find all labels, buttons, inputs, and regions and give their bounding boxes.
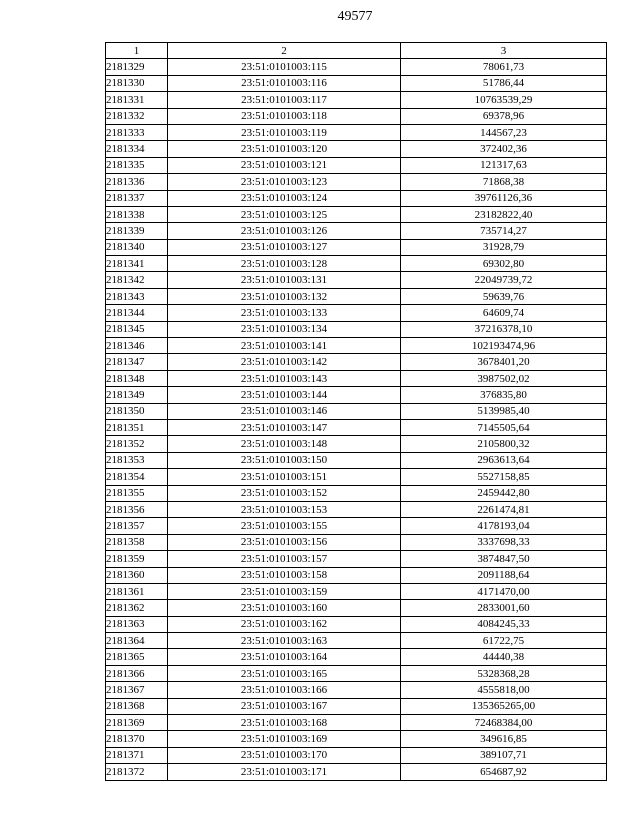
row-number-cell: 2181360 (106, 567, 168, 583)
row-number-cell: 2181359 (106, 551, 168, 567)
table-row (106, 305, 607, 321)
row-number-cell: 2181333 (106, 124, 168, 140)
cadastral-number-cell: 23:51:0101003:118 (168, 108, 401, 124)
cadastral-number-cell: 23:51:0101003:168 (168, 715, 401, 731)
value-cell: 59639,76 (401, 288, 607, 304)
table-row (106, 665, 607, 681)
cadastral-number-cell: 23:51:0101003:119 (168, 124, 401, 140)
table-row (106, 551, 607, 567)
column-header-3: 3 (401, 43, 607, 59)
cadastral-number-cell: 23:51:0101003:147 (168, 419, 401, 435)
value-cell: 4084245,33 (401, 616, 607, 632)
row-number-cell: 2181344 (106, 305, 168, 321)
table-row (106, 419, 607, 435)
row-number-cell: 2181369 (106, 715, 168, 731)
value-cell: 71868,38 (401, 174, 607, 190)
value-cell: 5139985,40 (401, 403, 607, 419)
cadastral-number-cell: 23:51:0101003:116 (168, 75, 401, 91)
row-number-cell: 2181368 (106, 698, 168, 714)
value-cell: 3337698,33 (401, 534, 607, 550)
value-cell: 144567,23 (401, 124, 607, 140)
row-number-cell: 2181357 (106, 518, 168, 534)
table-row (106, 567, 607, 583)
table-row (106, 108, 607, 124)
table-row (106, 239, 607, 255)
value-cell: 69378,96 (401, 108, 607, 124)
row-number-cell: 2181347 (106, 354, 168, 370)
row-number-cell: 2181349 (106, 387, 168, 403)
cadastral-number-cell: 23:51:0101003:134 (168, 321, 401, 337)
table-row (106, 272, 607, 288)
cadastral-number-cell: 23:51:0101003:144 (168, 387, 401, 403)
column-header-2: 2 (168, 43, 401, 59)
table-row (106, 731, 607, 747)
value-cell: 4171470,00 (401, 583, 607, 599)
table-row (106, 583, 607, 599)
table-row (106, 436, 607, 452)
row-number-cell: 2181339 (106, 223, 168, 239)
table-row (106, 747, 607, 763)
row-number-cell: 2181352 (106, 436, 168, 452)
cadastral-number-cell: 23:51:0101003:131 (168, 272, 401, 288)
cadastral-number-cell: 23:51:0101003:115 (168, 59, 401, 75)
row-number-cell: 2181350 (106, 403, 168, 419)
row-number-cell: 2181361 (106, 583, 168, 599)
cadastral-number-cell: 23:51:0101003:150 (168, 452, 401, 468)
row-number-cell: 2181340 (106, 239, 168, 255)
row-number-cell: 2181370 (106, 731, 168, 747)
value-cell: 7145505,64 (401, 419, 607, 435)
value-cell: 72468384,00 (401, 715, 607, 731)
row-number-cell: 2181366 (106, 665, 168, 681)
cadastral-number-cell: 23:51:0101003:163 (168, 633, 401, 649)
row-number-cell: 2181363 (106, 616, 168, 632)
table-row (106, 698, 607, 714)
row-number-cell: 2181342 (106, 272, 168, 288)
value-cell: 31928,79 (401, 239, 607, 255)
row-number-cell: 2181343 (106, 288, 168, 304)
table-row (106, 452, 607, 468)
table-header-row (106, 43, 607, 59)
table-row (106, 354, 607, 370)
value-cell: 3874847,50 (401, 551, 607, 567)
value-cell: 23182822,40 (401, 206, 607, 222)
table-row (106, 256, 607, 272)
row-number-cell: 2181362 (106, 600, 168, 616)
cadastral-number-cell: 23:51:0101003:156 (168, 534, 401, 550)
table-row (106, 59, 607, 75)
value-cell: 2105800,32 (401, 436, 607, 452)
table-row (106, 534, 607, 550)
value-cell: 102193474,96 (401, 338, 607, 354)
cadastral-number-cell: 23:51:0101003:141 (168, 338, 401, 354)
table-row (106, 223, 607, 239)
table-row (106, 92, 607, 108)
cadastral-number-cell: 23:51:0101003:128 (168, 256, 401, 272)
row-number-cell: 2181348 (106, 370, 168, 386)
cadastral-number-cell: 23:51:0101003:155 (168, 518, 401, 534)
row-number-cell: 2181332 (106, 108, 168, 124)
table-row (106, 338, 607, 354)
value-cell: 61722,75 (401, 633, 607, 649)
table-row (106, 288, 607, 304)
table-body (106, 59, 607, 780)
table-row (106, 469, 607, 485)
row-number-cell: 2181336 (106, 174, 168, 190)
row-number-cell: 2181345 (106, 321, 168, 337)
row-number-cell: 2181341 (106, 256, 168, 272)
table-row (106, 616, 607, 632)
value-cell: 37216378,10 (401, 321, 607, 337)
cadastral-number-cell: 23:51:0101003:166 (168, 682, 401, 698)
table-row (106, 501, 607, 517)
row-number-cell: 2181354 (106, 469, 168, 485)
value-cell: 4555818,00 (401, 682, 607, 698)
cadastral-number-cell: 23:51:0101003:159 (168, 583, 401, 599)
row-number-cell: 2181346 (106, 338, 168, 354)
row-number-cell: 2181330 (106, 75, 168, 91)
table-row (106, 75, 607, 91)
table-row (106, 124, 607, 140)
cadastral-number-cell: 23:51:0101003:127 (168, 239, 401, 255)
row-number-cell: 2181371 (106, 747, 168, 763)
value-cell: 3678401,20 (401, 354, 607, 370)
value-cell: 135365265,00 (401, 698, 607, 714)
table-row (106, 370, 607, 386)
cadastral-number-cell: 23:51:0101003:160 (168, 600, 401, 616)
cadastral-number-cell: 23:51:0101003:146 (168, 403, 401, 419)
row-number-cell: 2181364 (106, 633, 168, 649)
cadastral-number-cell: 23:51:0101003:170 (168, 747, 401, 763)
table-row (106, 141, 607, 157)
table-row (106, 387, 607, 403)
cadastral-number-cell: 23:51:0101003:142 (168, 354, 401, 370)
row-number-cell: 2181329 (106, 59, 168, 75)
row-number-cell: 2181367 (106, 682, 168, 698)
row-number-cell: 2181353 (106, 452, 168, 468)
table-row (106, 633, 607, 649)
row-number-cell: 2181355 (106, 485, 168, 501)
cadastral-number-cell: 23:51:0101003:125 (168, 206, 401, 222)
value-cell: 2261474,81 (401, 501, 607, 517)
row-number-cell: 2181337 (106, 190, 168, 206)
value-cell: 10763539,29 (401, 92, 607, 108)
value-cell: 654687,92 (401, 764, 607, 780)
cadastral-number-cell: 23:51:0101003:162 (168, 616, 401, 632)
row-number-cell: 2181365 (106, 649, 168, 665)
cadastral-number-cell: 23:51:0101003:123 (168, 174, 401, 190)
cadastral-number-cell: 23:51:0101003:133 (168, 305, 401, 321)
cadastral-number-cell: 23:51:0101003:164 (168, 649, 401, 665)
row-number-cell: 2181335 (106, 157, 168, 173)
column-header-1: 1 (106, 43, 168, 59)
value-cell: 64609,74 (401, 305, 607, 321)
row-number-cell: 2181331 (106, 92, 168, 108)
cadastral-number-cell: 23:51:0101003:120 (168, 141, 401, 157)
value-cell: 39761126,36 (401, 190, 607, 206)
value-cell: 22049739,72 (401, 272, 607, 288)
value-cell: 5527158,85 (401, 469, 607, 485)
table-row (106, 649, 607, 665)
cadastral-number-cell: 23:51:0101003:158 (168, 567, 401, 583)
value-cell: 3987502,02 (401, 370, 607, 386)
value-cell: 376835,80 (401, 387, 607, 403)
cadastral-number-cell: 23:51:0101003:124 (168, 190, 401, 206)
table-row (106, 764, 607, 780)
page-number: 49577 (337, 9, 373, 24)
table-row (106, 321, 607, 337)
table-row (106, 682, 607, 698)
cadastral-number-cell: 23:51:0101003:167 (168, 698, 401, 714)
cadastral-number-cell: 23:51:0101003:169 (168, 731, 401, 747)
cadastral-number-cell: 23:51:0101003:153 (168, 501, 401, 517)
cadastral-number-cell: 23:51:0101003:171 (168, 764, 401, 780)
value-cell: 69302,80 (401, 256, 607, 272)
cadastral-number-cell: 23:51:0101003:151 (168, 469, 401, 485)
table-row (106, 600, 607, 616)
cadastral-number-cell: 23:51:0101003:121 (168, 157, 401, 173)
table-row (106, 715, 607, 731)
row-number-cell: 2181334 (106, 141, 168, 157)
table-row (106, 403, 607, 419)
value-cell: 372402,36 (401, 141, 607, 157)
row-number-cell: 2181338 (106, 206, 168, 222)
cadastral-number-cell: 23:51:0101003:117 (168, 92, 401, 108)
row-number-cell: 2181351 (106, 419, 168, 435)
cadastral-number-cell: 23:51:0101003:165 (168, 665, 401, 681)
table-row (106, 174, 607, 190)
cadastral-number-cell: 23:51:0101003:152 (168, 485, 401, 501)
value-cell: 2459442,80 (401, 485, 607, 501)
cadastral-number-cell: 23:51:0101003:148 (168, 436, 401, 452)
value-cell: 78061,73 (401, 59, 607, 75)
value-cell: 735714,27 (401, 223, 607, 239)
row-number-cell: 2181356 (106, 501, 168, 517)
value-cell: 51786,44 (401, 75, 607, 91)
cadastral-number-cell: 23:51:0101003:132 (168, 288, 401, 304)
value-cell: 349616,85 (401, 731, 607, 747)
value-cell: 5328368,28 (401, 665, 607, 681)
cadastral-number-cell: 23:51:0101003:157 (168, 551, 401, 567)
table-row (106, 206, 607, 222)
cadastral-number-cell: 23:51:0101003:143 (168, 370, 401, 386)
row-number-cell: 2181372 (106, 764, 168, 780)
table-row (106, 157, 607, 173)
value-cell: 4178193,04 (401, 518, 607, 534)
value-cell: 2091188,64 (401, 567, 607, 583)
table-row (106, 518, 607, 534)
value-cell: 121317,63 (401, 157, 607, 173)
table-row (106, 485, 607, 501)
value-cell: 389107,71 (401, 747, 607, 763)
value-cell: 2833001,60 (401, 600, 607, 616)
table-row (106, 190, 607, 206)
value-cell: 2963613,64 (401, 452, 607, 468)
data-table (105, 42, 607, 781)
row-number-cell: 2181358 (106, 534, 168, 550)
value-cell: 44440,38 (401, 649, 607, 665)
cadastral-number-cell: 23:51:0101003:126 (168, 223, 401, 239)
table-header (106, 43, 607, 59)
